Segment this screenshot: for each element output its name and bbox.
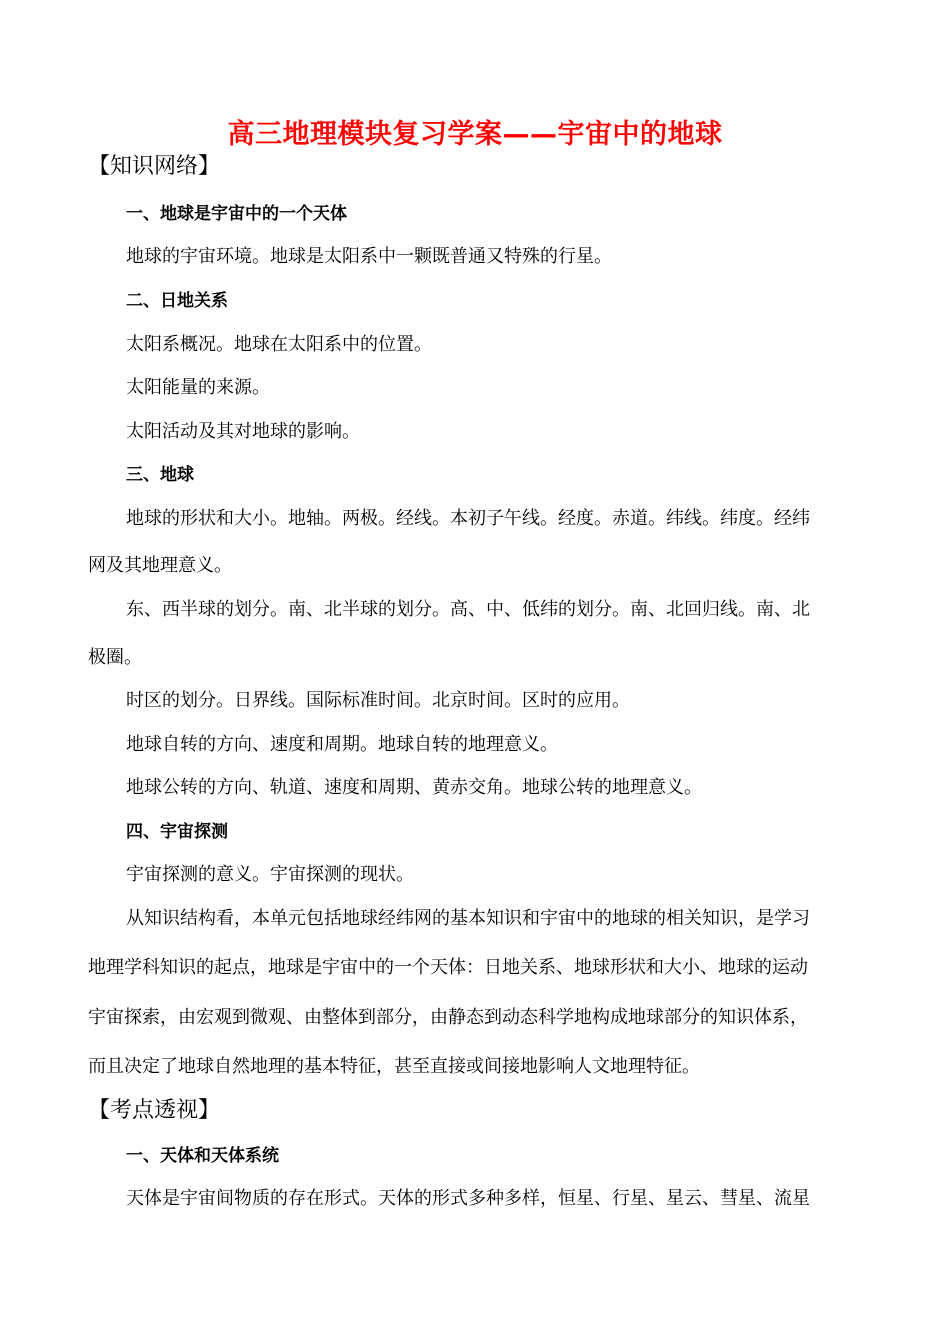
paragraph-line: 东、西半球的划分。南、北半球的划分。高、中、低纬的划分。南、北回归线。南、北 <box>126 599 810 620</box>
heading-sun-earth-relation: 二、日地关系 <box>126 291 228 311</box>
heading-earth: 三、地球 <box>126 465 194 485</box>
paragraph-line: 而且决定了地球自然地理的基本特征，甚至直接或间接地影响人文地理特征。 <box>88 1056 700 1077</box>
paragraph-line: 宇宙探测的意义。宇宙探测的现状。 <box>126 864 414 885</box>
paragraph-line: 地球的宇宙环境。地球是太阳系中一颗既普通又特殊的行星。 <box>126 246 612 267</box>
paragraph-line: 地球的形状和大小。地轴。两极。经线。本初子午线。经度。赤道。纬线。纬度。经纬 <box>126 508 810 529</box>
paragraph-line: 地球公转的方向、轨道、速度和周期、黄赤交角。地球公转的地理意义。 <box>126 777 702 798</box>
paragraph-line: 从知识结构看，本单元包括地球经纬网的基本知识和宇宙中的地球的相关知识，是学习 <box>126 908 810 929</box>
section-knowledge-network: 【知识网络】 <box>88 154 221 179</box>
heading-space-exploration: 四、宇宙探测 <box>126 822 228 842</box>
paragraph-line: 宇宙探索，由宏观到微观、由整体到部分，由静态到动态科学地构成地球部分的知识体系， <box>88 1007 808 1028</box>
document-title: 高三地理模块复习学案——宇宙中的地球 <box>227 119 723 150</box>
paragraph-line: 天体是宇宙间物质的存在形式。天体的形式多种多样，恒星、行星、星云、彗星、流星 <box>126 1188 810 1209</box>
paragraph-line: 太阳能量的来源。 <box>126 377 270 398</box>
paragraph-line: 太阳活动及其对地球的影响。 <box>126 421 360 442</box>
paragraph-line: 时区的划分。日界线。国际标准时间。北京时间。区时的应用。 <box>126 690 630 711</box>
paragraph-line: 太阳系概况。地球在太阳系中的位置。 <box>126 334 432 355</box>
paragraph-line: 极圈。 <box>88 647 142 668</box>
heading-celestial-systems: 一、天体和天体系统 <box>126 1146 279 1166</box>
paragraph-line: 地理学科知识的起点，地球是宇宙中的一个天体：日地关系、地球形状和大小、地球的运动 <box>88 957 808 978</box>
paragraph-line: 地球自转的方向、速度和周期。地球自转的地理意义。 <box>126 734 558 755</box>
heading-earth-celestial-body: 一、地球是宇宙中的一个天体 <box>126 204 347 224</box>
section-exam-points: 【考点透视】 <box>88 1098 221 1123</box>
paragraph-line: 网及其地理意义。 <box>88 555 232 576</box>
